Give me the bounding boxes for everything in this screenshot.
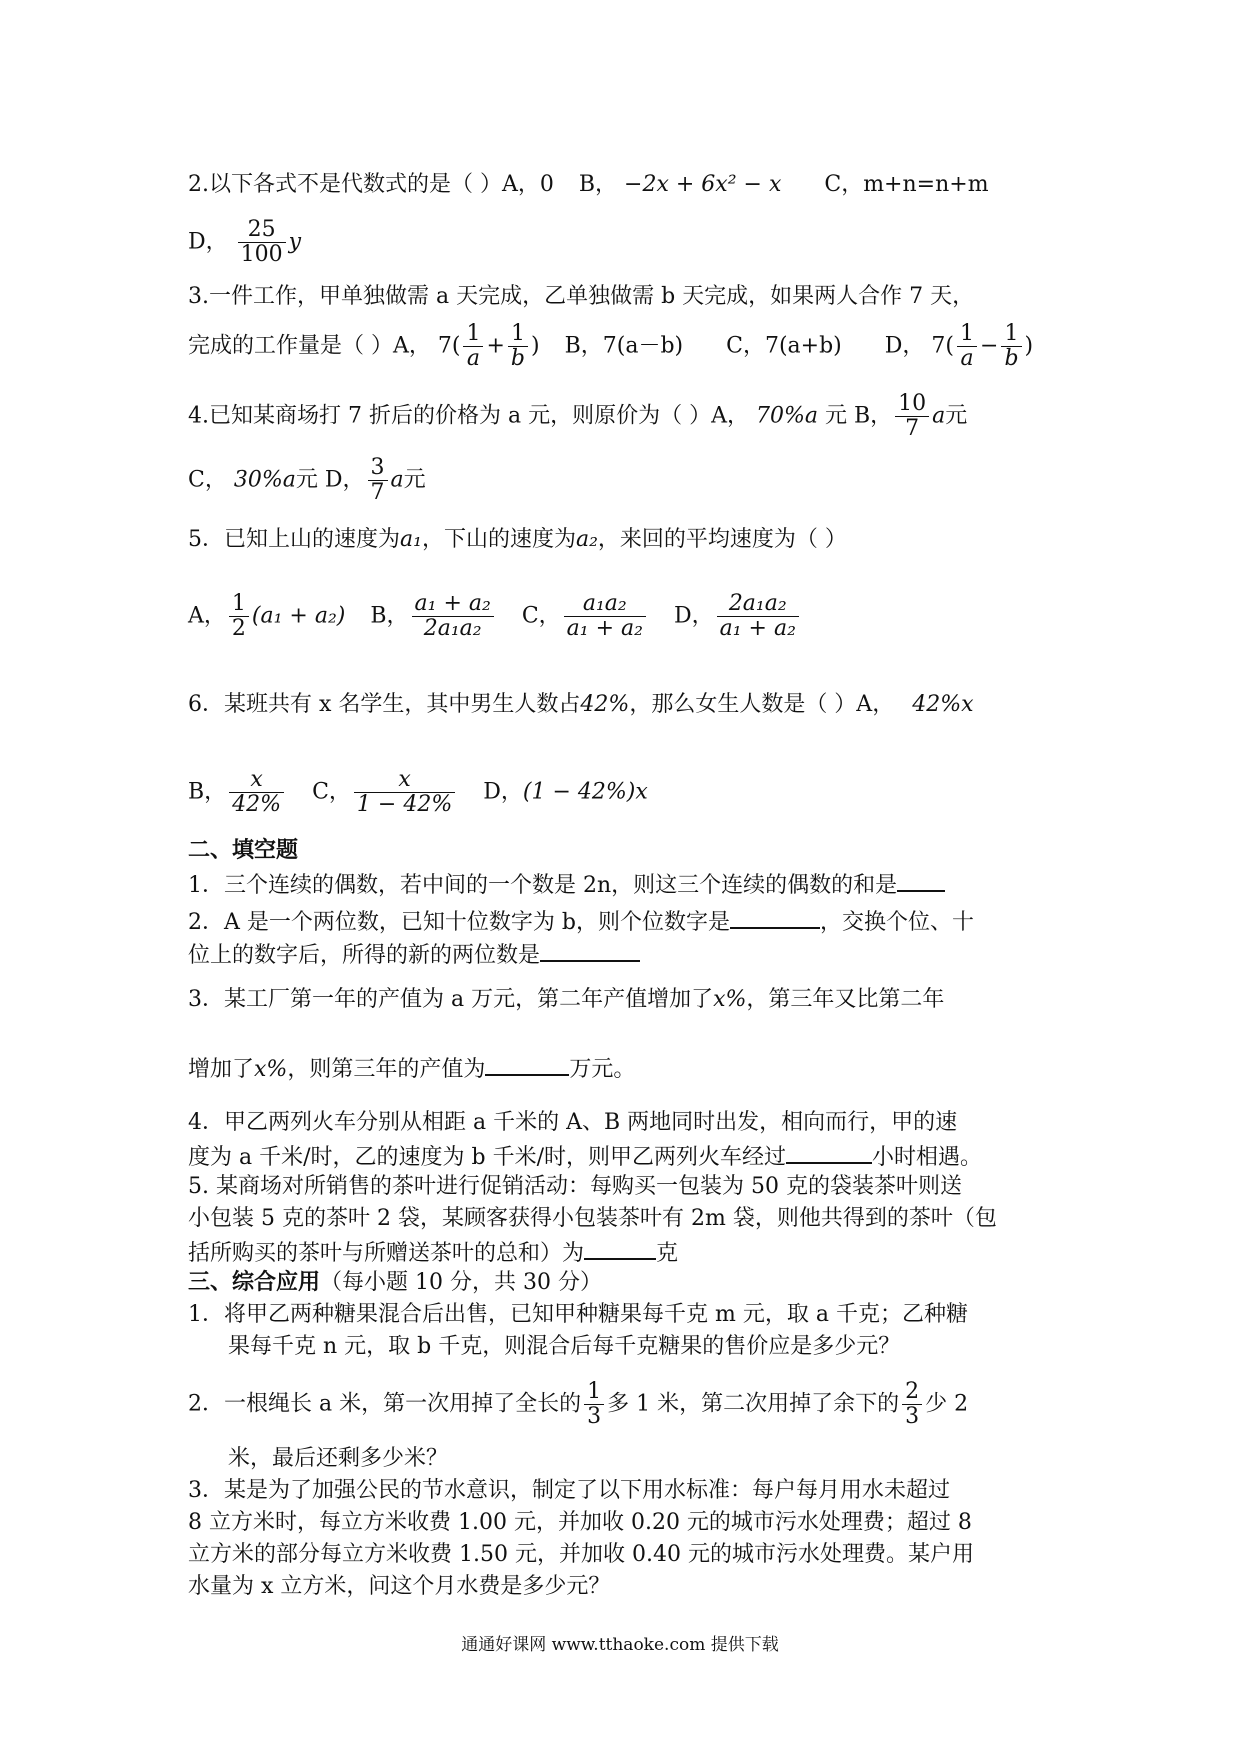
q1-6-opt-b-fraction: $\frac{x}{42\%}$	[229, 768, 284, 817]
q1-6-stem-b: ，那么女生人数是（ ）A，	[629, 692, 895, 717]
q1-4-opt-c-unit: 元	[295, 467, 318, 493]
s2-q5-line3	[188, 1236, 678, 1269]
q1-6-stem-a: 6．某班共有 x 名学生，其中男生人数占	[188, 692, 581, 717]
q1-3-line1: 3.一件工作，甲单独做需 a 天完成，乙单独做需 b 天完成，如果两人合作 7 天，	[188, 284, 975, 309]
s2-q3-line1	[188, 985, 944, 1015]
s2-q1-blank	[897, 868, 945, 892]
q1-3-line2	[188, 322, 1033, 371]
q1-4-opt-c-label: C，	[188, 467, 227, 493]
q1-2-stem: 2.以下各式不是代数式的是（ ）A，0	[188, 172, 554, 197]
q1-5-opt-a-rest: (a₁ + a₂)	[251, 603, 346, 629]
section3-heading: 三、综合应用	[188, 1270, 321, 1295]
q1-5-opt-a-label: A，	[188, 603, 226, 629]
q1-5-stem-a: 5．已知上山的速度为	[188, 527, 400, 552]
s2-q2-blank-2	[540, 938, 640, 962]
s2-q2-text-c: 位上的数字后，所得的新的两位数是	[188, 943, 541, 968]
s2-q2-text-a: 2．A 是一个两位数，已知十位数字为 b，则个位数字是	[188, 910, 730, 935]
q1-5-opt-a-fraction: $\frac{1}{2}$	[229, 592, 249, 641]
s3-q2-line2: 米，最后还剩多少米？	[228, 1446, 449, 1471]
s3-q3-line4: 水量为 x 立方米，问这个月水费是多少元？	[188, 1574, 611, 1599]
q1-2-opt-c: C，m+n=n+m	[824, 172, 989, 197]
q1-4-opt-d-var: a	[390, 467, 404, 493]
s2-q5-line2: 小包装 5 克的茶叶 2 袋，某顾客获得小包装茶叶有 2m 袋，则他共得到的茶叶（包	[188, 1206, 997, 1231]
q1-2-line	[188, 170, 989, 200]
s3-q2-fraction-1: $\frac{1}{3}$	[584, 1380, 604, 1429]
q1-3-opt-d-label: D，	[884, 333, 925, 359]
q1-5-opt-d-fraction: $\frac{\text{2a₁a₂}}{\text{a₁ + a₂}}$	[717, 592, 799, 641]
q1-5-v1: a₁	[400, 527, 422, 552]
q1-5-opt-c-fraction: $\frac{\text{a₁a₂}}{\text{a₁ + a₂}}$	[564, 592, 646, 641]
q1-4-line1	[188, 392, 967, 441]
q1-4-opt-d-label: D，	[324, 467, 365, 493]
q1-6-opt-c-fraction: $\frac{x}{1 - 42\%}$	[354, 768, 455, 817]
q1-2-opt-d-line	[188, 218, 301, 267]
q1-5-opt-d-label: D，	[673, 603, 714, 629]
s3-q3-line2: 8 立方米时，每立方米收费 1.00 元，并加收 0.20 元的城市污水处理费；超过 8	[188, 1510, 972, 1535]
s2-q5-line1: 5. 某商场对所销售的茶叶进行促销活动：每购买一包装为 50 克的袋装茶叶则送	[188, 1174, 962, 1199]
section2-heading: 二、填空题	[188, 838, 299, 863]
s2-q3-pct: x%	[713, 987, 747, 1012]
s2-q4-blank	[786, 1140, 872, 1164]
q1-2-opt-d-label: D，	[188, 229, 228, 255]
s2-q3-text-b: ，第三年又比第二年	[746, 987, 945, 1012]
q1-3-frac-2b: $\frac{1}{b}$	[1001, 322, 1021, 371]
s3-q3-line3: 立方米的部分每立方米收费 1.50 元，并加收 0.40 元的城市污水处理费。某户用	[188, 1542, 974, 1567]
q1-4-opt-b-var: a	[932, 403, 946, 429]
s2-q3-text-c: 增加了	[188, 1057, 255, 1082]
s2-q4-line1: 4．甲乙两列火车分别从相距 a 千米的 A、B 两地同时出发，相向而行，甲的速	[188, 1110, 958, 1135]
q1-2-opt-d-var: y	[288, 229, 302, 255]
q1-3-plus: +	[486, 333, 505, 359]
s2-q5-text-b: 克	[656, 1241, 679, 1266]
s2-q4-line2	[188, 1140, 982, 1173]
s2-q2-line1	[188, 905, 974, 938]
q1-6-opt-c-label: C，	[312, 779, 351, 805]
q1-5-stem-b: ，下山的速度为	[421, 527, 576, 552]
q1-3-frac-2a: $\frac{1}{a}$	[957, 322, 977, 371]
s2-q3-line2	[188, 1052, 635, 1085]
q1-5-opt-b-label: B，	[370, 603, 409, 629]
s2-q2-text-b: ，交换个位、十	[819, 910, 974, 935]
section3-heading-line	[188, 1268, 602, 1298]
q1-6-opt-d-expr: (1 − 42%)x	[522, 779, 648, 805]
s2-q2-blank-1	[730, 905, 820, 929]
q1-5-v2: a₂	[575, 527, 598, 552]
q1-3-opt-b: B，7(a－b)	[564, 333, 684, 359]
q1-4-opt-a-unit: 元	[824, 403, 847, 429]
s3-q2-text-b: 多 1 米，第二次用掉了余下的	[607, 1391, 900, 1417]
q1-4-opt-a: 70%a	[755, 403, 818, 429]
q1-6-line2	[188, 768, 648, 817]
s2-q3-blank	[485, 1052, 569, 1076]
q1-5-line1	[188, 525, 847, 555]
s2-q4-text-a: 度为 a 千米/时，乙的速度为 b 千米/时，则甲乙两列火车经过	[188, 1145, 786, 1170]
q1-3-opt-c: C，7(a+b)	[726, 333, 842, 359]
page-footer: 通通好课网 www.tthaoke.com 提供下载	[461, 1635, 779, 1655]
q1-3-opt-a-pre: 7(	[437, 333, 461, 359]
q1-3-opt-d-pre: 7(	[931, 333, 955, 359]
s3-q2-text-c: 少 2	[925, 1391, 969, 1417]
q1-5-options	[188, 592, 802, 641]
q1-3-frac-1b: $\frac{1}{b}$	[508, 322, 528, 371]
s2-q4-text-b: 小时相遇。	[872, 1145, 983, 1170]
s3-q1-line2: 果每千克 n 元，取 b 千克，则混合后每千克糖果的售价应是多少元？	[228, 1334, 901, 1359]
q1-3-frac-1a: $\frac{1}{a}$	[463, 322, 483, 371]
s2-q5-text-a: 括所购买的茶叶与所赠送茶叶的总和）为	[188, 1241, 585, 1266]
q1-2-opt-b-label: B，	[578, 172, 618, 197]
q1-4-opt-d-unit: 元	[403, 467, 426, 493]
q1-6-opt-d-label: D，	[483, 779, 523, 805]
q1-4-opt-b-fraction: $\frac{10}{7}$	[895, 392, 929, 441]
q1-5-opt-c-label: C，	[521, 603, 561, 629]
q1-3-stem: 完成的工作量是（ ）A，	[188, 333, 431, 359]
q1-5-stem-c: ，来回的平均速度为（ ）	[597, 527, 847, 552]
q1-4-line2	[188, 456, 426, 505]
q1-6-opt-a: 42%x	[912, 692, 974, 717]
s2-q3-text-e: 万元。	[569, 1057, 636, 1082]
s3-q2-fraction-2: $\frac{2}{3}$	[902, 1380, 922, 1429]
q1-3-minus: −	[980, 333, 999, 359]
q1-5-opt-b-fraction: $\frac{\text{a₁ + a₂}}{\text{2a₁a₂}}$	[412, 592, 494, 641]
s2-q5-blank	[584, 1236, 656, 1260]
q1-2-opt-b-expr: −2x + 6x² − x	[624, 172, 782, 197]
q1-4-opt-c-expr: 30%a	[233, 467, 296, 493]
q1-4-opt-b-unit: 元	[945, 403, 968, 429]
q1-4-opt-b-label: B，	[854, 403, 893, 429]
s2-q1-text: 1．三个连续的偶数，若中间的一个数是 2n，则这三个连续的偶数的和是	[188, 873, 898, 898]
q1-2-opt-d-fraction: $\frac{25}{100}$	[238, 218, 286, 267]
q1-6-line1	[188, 690, 974, 720]
s3-q2-text-a: 2．一根绳长 a 米，第一次用掉了全长的	[188, 1391, 582, 1417]
s2-q3-text-d: ，则第三年的产值为	[287, 1057, 486, 1082]
s2-q3-pct-2: x%	[254, 1057, 288, 1082]
q1-3-opt-d-close: )	[1024, 333, 1034, 359]
s3-q3-line1: 3．某是为了加强公民的节水意识，制定了以下用水标准：每户每月用水未超过	[188, 1478, 950, 1503]
q1-3-close: )	[531, 333, 540, 359]
s3-q2-line1	[188, 1380, 968, 1429]
s2-q1-line	[188, 868, 945, 901]
s2-q3-text-a: 3．某工厂第一年的产值为 a 万元，第二年产值增加了	[188, 987, 714, 1012]
q1-6-opt-b-label: B，	[188, 779, 227, 805]
q1-4-stem: 4.已知某商场打 7 折后的价格为 a 元，则原价为（ ）A，	[188, 403, 749, 429]
s2-q2-line2	[188, 938, 640, 971]
s3-q1-line1: 1．将甲乙两种糖果混合后出售，已知甲种糖果每千克 m 元，取 a 千克；乙种糖	[188, 1302, 968, 1327]
q1-6-pct: 42%	[580, 692, 630, 717]
section3-heading-note: （每小题 10 分，共 30 分）	[320, 1270, 602, 1295]
q1-4-opt-d-fraction: $\frac{3}{7}$	[368, 456, 388, 505]
